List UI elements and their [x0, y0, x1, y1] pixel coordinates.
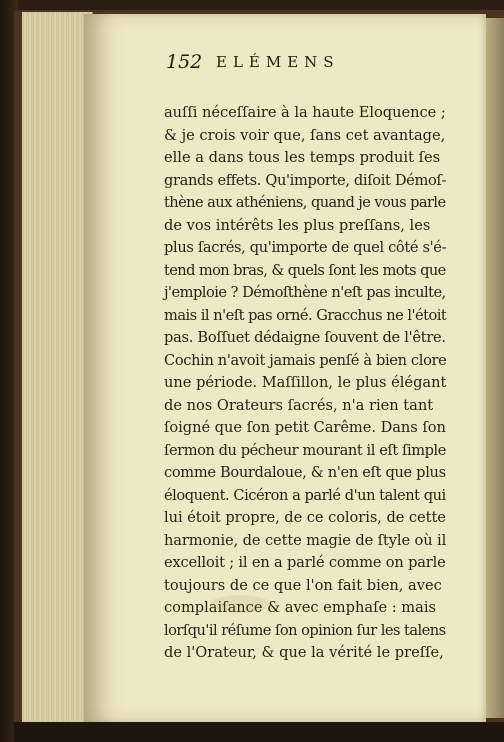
fore-edge: [486, 18, 504, 718]
running-title: ELÉMENS: [216, 53, 340, 71]
bleed-through-mark: [210, 595, 270, 613]
text-line: excelloit ; il en a parlé comme on parle: [164, 554, 446, 571]
text-line: toujours de ce que l'on fait bien, avec: [164, 577, 442, 594]
text-line: de nos Orateurs ſacrés, n'a rien tant: [164, 397, 434, 414]
text-line: complaiſance & avec emphaſe : mais: [164, 599, 436, 616]
text-line: tend mon bras, & quels ſont les mots que: [164, 262, 446, 279]
text-line: grands effets. Qu'importe, diſoit Démoſ-: [164, 172, 447, 189]
text-line: pas. Boſſuet dédaigne ſouvent de l'être.: [164, 329, 446, 346]
text-line: j'emploie ? Démoſthène n'eſt pas inculte,: [164, 284, 446, 301]
text-line: lui étoit propre, de ce coloris, de cette: [164, 509, 446, 526]
text-line: plus ſacrés, qu'importe de quel côté s'é-: [164, 239, 447, 256]
text-line: mais il n'eſt pas orné. Gracchus ne l'étoit: [164, 307, 447, 324]
text-line: une période. Maſſillon, le plus élégant: [164, 374, 447, 391]
text-line: Cochin n'avoit jamais penſé à bien clore: [164, 352, 447, 369]
text-line: auſſi néceſſaire à la haute Eloquence ;: [164, 104, 446, 121]
text-line: thène aux athéniens, quand je vous parle: [164, 194, 446, 211]
text-line: de vos intérêts les plus preſſans, les: [164, 217, 431, 234]
text-line: lorſqu'il réſume ſon opinion ſur les talens: [164, 622, 446, 639]
text-line: elle a dans tous les temps produit ſes: [164, 149, 441, 166]
text-line: ſoigné que ſon petit Carême. Dans ſon: [164, 419, 446, 436]
text-line: de l'Orateur, & que la vérité le preſſe,: [164, 644, 444, 661]
text-line: harmonie, de cette magie de ſtyle où il: [164, 532, 447, 549]
page-header: [166, 51, 466, 77]
text-line: comme Bourdaloue, & n'en eſt que plus: [164, 464, 446, 481]
text-line: & je crois voir que, ſans cet avantage,: [164, 127, 446, 144]
text-line: ſermon du pécheur mourant il eſt ſimple: [164, 442, 446, 459]
text-line: éloquent. Cicéron a parlé d'un talent qui: [164, 487, 446, 504]
page-number: 152: [166, 51, 203, 73]
page-edges: [22, 12, 93, 724]
bottom-shadow: [14, 722, 504, 742]
